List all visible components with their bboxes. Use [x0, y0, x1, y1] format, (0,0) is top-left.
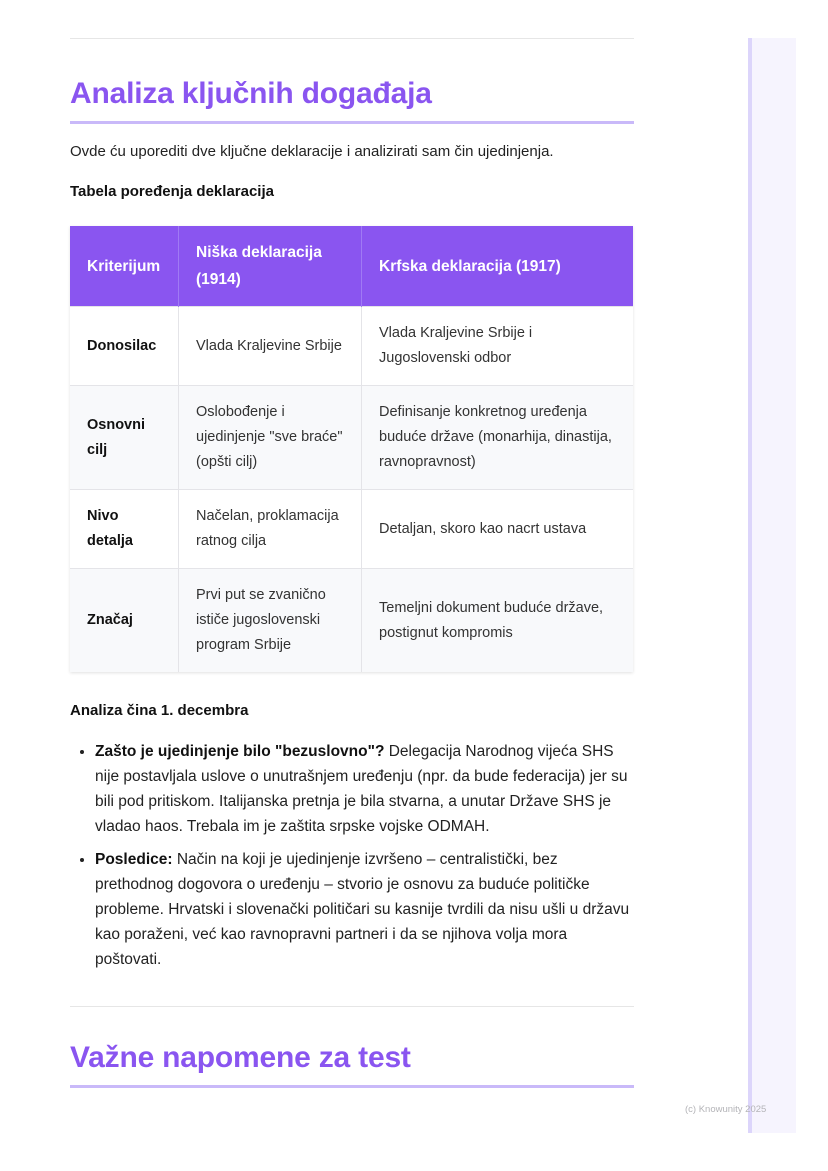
intro-text: Ovde ću uporediti dve ključne deklaracije i analizirati sam čin ujedinjenja. [70, 143, 554, 160]
list-item-text: Delegacija Narodnog vijeća SHS nije postavljala uslove o unutrašnjem uređenju (npr. da bude federacija) jer su bili pod pritiskom. Italijanska pretnja je bila stvarna, a unutar Države SHS je vladao haos. Trebala im je zaštita srpske vojske ODMAH. [95, 743, 628, 835]
table-cell: Detaljan, skoro kao nacrt ustava [362, 490, 634, 569]
analysis-heading: Analiza čina 1. decembra [70, 702, 249, 719]
column-header: Kriterijum [70, 226, 179, 307]
column-header: Niška deklaracija (1914) [179, 226, 362, 307]
criterion-cell: Značaj [70, 569, 179, 673]
column-header: Krfska deklaracija (1917) [362, 226, 634, 307]
criterion-cell: Nivo detalja [70, 490, 179, 569]
table-cell: Prvi put se zvanično ističe jugoslovenski program Srbije [179, 569, 362, 673]
table-cell: Temeljni dokument buduće države, postignut kompromis [362, 569, 634, 673]
criterion-cell: Osnovni cilj [70, 386, 179, 490]
analysis-list [70, 739, 634, 972]
main-content [70, 38, 634, 1088]
list-item [95, 847, 634, 972]
list-item-label: Posledice: [95, 851, 173, 868]
table-cell: Definisanje konkretnog uređenja buduće države (monarhija, dinastija, ravnopravnost) [362, 386, 634, 490]
table-cell: Vlada Kraljevine Srbije i Jugoslovenski odbor [362, 307, 634, 386]
table-cell: Vlada Kraljevine Srbije [179, 307, 362, 386]
copyright-text: (c) Knowunity 2025 [685, 1104, 767, 1115]
criterion-cell: Donosilac [70, 307, 179, 386]
section-heading-block [70, 77, 634, 124]
table-heading: Tabela poređenja deklaracija [70, 183, 274, 200]
list-item-label: Zašto je ujedinjenje bilo "bezuslovno"? [95, 743, 385, 760]
table-header-row [70, 226, 633, 307]
table-row [70, 490, 633, 569]
table-cell: Oslobođenje i ujedinjenje "sve braće" (opšti cilj) [179, 386, 362, 490]
list-item [95, 739, 634, 839]
section-title: Važne napomene za test [70, 1041, 411, 1074]
comparison-table [70, 226, 633, 672]
table-row [70, 569, 633, 673]
section-title: Analiza ključnih događaja [70, 77, 432, 110]
right-margin-bar [748, 38, 796, 1133]
table-row [70, 307, 633, 386]
section-heading-block [70, 1041, 634, 1088]
table-row [70, 386, 633, 490]
table-cell: Načelan, proklamacija ratnog cilja [179, 490, 362, 569]
list-item-text: Način na koji je ujedinjenje izvršeno – centralistički, bez prethodnog dogovora o uređenju – stvorio je osnovu za buduće političke probleme. Hrvatski i slovenački političari su kasnije tvrdili da nisu ušli u državu kao poraženi, već kao ravnopravni partneri i da se njihova volja mora poštovati. [95, 851, 630, 968]
